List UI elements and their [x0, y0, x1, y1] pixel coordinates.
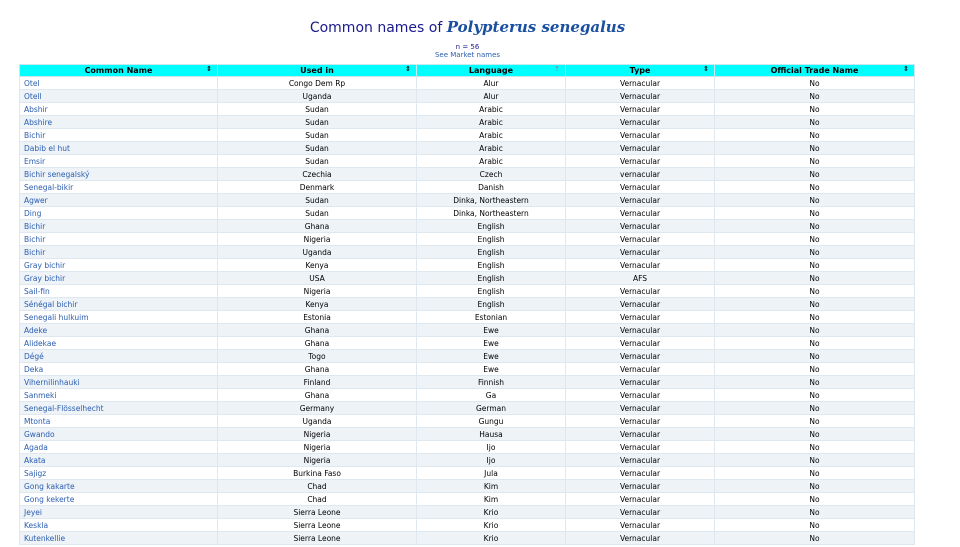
table-body — [20, 77, 915, 545]
table-cell: Danish — [417, 181, 566, 194]
table-cell: Ewe — [417, 363, 566, 376]
common-name-link[interactable]: Keskla — [20, 519, 218, 532]
table-cell: No — [715, 103, 915, 116]
table-cell: Chad — [218, 480, 417, 493]
meta-info — [0, 43, 935, 59]
table-cell: Vernacular — [566, 181, 715, 194]
table-cell: Vernacular — [566, 129, 715, 142]
table-row — [20, 129, 915, 142]
common-name-link[interactable]: Dégé — [20, 350, 218, 363]
table-cell: No — [715, 246, 915, 259]
table-cell: Ewe — [417, 350, 566, 363]
table-row — [20, 363, 915, 376]
table-cell: No — [715, 116, 915, 129]
table-cell: Dinka, Northeastern — [417, 207, 566, 220]
table-cell: Ghana — [218, 363, 417, 376]
table-cell: AFS — [566, 272, 715, 285]
table-cell: Burkina Faso — [218, 467, 417, 480]
table-row — [20, 428, 915, 441]
table-row — [20, 519, 915, 532]
table-row — [20, 311, 915, 324]
common-name-link[interactable]: Gwando — [20, 428, 218, 441]
table-cell: Ewe — [417, 324, 566, 337]
table-cell: Vernacular — [566, 324, 715, 337]
table-cell: No — [715, 415, 915, 428]
table-cell: Arabic — [417, 155, 566, 168]
table-cell: Vernacular — [566, 532, 715, 545]
table-cell: Sudan — [218, 116, 417, 129]
table-cell: Kenya — [218, 298, 417, 311]
table-cell: Togo — [218, 350, 417, 363]
table-cell: No — [715, 272, 915, 285]
table-cell: No — [715, 259, 915, 272]
table-cell: No — [715, 493, 915, 506]
table-row — [20, 480, 915, 493]
table-cell: Nigeria — [218, 454, 417, 467]
table-cell: Vernacular — [566, 207, 715, 220]
table-cell: Vernacular — [566, 259, 715, 272]
table-cell: No — [715, 90, 915, 103]
table-cell: Krio — [417, 506, 566, 519]
table-cell: Vernacular — [566, 402, 715, 415]
sort-icon: ⇕ — [206, 65, 212, 73]
table-cell: Vernacular — [566, 298, 715, 311]
table-row — [20, 155, 915, 168]
table-cell: Kim — [417, 493, 566, 506]
common-name-link[interactable]: Gray bichir — [20, 272, 218, 285]
table-cell: No — [715, 376, 915, 389]
table-cell: German — [417, 402, 566, 415]
table-cell: Vernacular — [566, 337, 715, 350]
table-cell: vernacular — [566, 168, 715, 181]
table-cell: Congo Dem Rp — [218, 77, 417, 90]
table-cell: No — [715, 519, 915, 532]
table-row — [20, 168, 915, 181]
table-cell: Nigeria — [218, 285, 417, 298]
page-title — [0, 18, 935, 36]
table-row — [20, 285, 915, 298]
table-row — [20, 376, 915, 389]
table-cell: Vernacular — [566, 441, 715, 454]
table-cell: No — [715, 142, 915, 155]
table-cell: Vernacular — [566, 428, 715, 441]
common-name-link[interactable]: Alidekae — [20, 337, 218, 350]
table-cell: Vernacular — [566, 389, 715, 402]
table-cell: Gungu — [417, 415, 566, 428]
table-row — [20, 298, 915, 311]
common-name-link[interactable]: Senegal-bikir — [20, 181, 218, 194]
table-cell: Estonian — [417, 311, 566, 324]
table-cell: Ghana — [218, 389, 417, 402]
table-cell: Ghana — [218, 220, 417, 233]
table-cell: Nigeria — [218, 441, 417, 454]
table-row — [20, 441, 915, 454]
table-cell: Sudan — [218, 142, 417, 155]
table-cell: Finland — [218, 376, 417, 389]
table-cell: No — [715, 155, 915, 168]
table-cell: Vernacular — [566, 155, 715, 168]
sort-icon: ⇕ — [903, 65, 909, 73]
table-cell: Ghana — [218, 337, 417, 350]
table-row — [20, 493, 915, 506]
table-cell: English — [417, 272, 566, 285]
table-cell: Jula — [417, 467, 566, 480]
common-name-link[interactable]: Bichir — [20, 129, 218, 142]
table-cell: Hausa — [417, 428, 566, 441]
table-row — [20, 220, 915, 233]
table-cell: Vernacular — [566, 103, 715, 116]
table-row — [20, 116, 915, 129]
table-cell: No — [715, 181, 915, 194]
table-cell: Krio — [417, 519, 566, 532]
table-cell: Vernacular — [566, 77, 715, 90]
table-cell: No — [715, 480, 915, 493]
table-cell: Arabic — [417, 116, 566, 129]
common-name-link[interactable]: Bichir — [20, 246, 218, 259]
common-name-link[interactable]: Gong kekerte — [20, 493, 218, 506]
table-cell: No — [715, 324, 915, 337]
column-header-type[interactable]: Type ⇕ — [566, 65, 715, 77]
table-cell: Czechia — [218, 168, 417, 181]
common-name-link[interactable]: Emsir — [20, 155, 218, 168]
table-row — [20, 272, 915, 285]
table-cell: Nigeria — [218, 233, 417, 246]
table-cell: Nigeria — [218, 428, 417, 441]
table-cell: Arabic — [417, 142, 566, 155]
table-cell: No — [715, 233, 915, 246]
table-header-row — [20, 65, 915, 77]
title-prefix: Common names of — [309, 20, 443, 36]
table-cell: Krio — [417, 532, 566, 545]
table-cell: No — [715, 207, 915, 220]
table-cell: English — [417, 259, 566, 272]
table-cell: Vernacular — [566, 363, 715, 376]
table-cell: No — [715, 129, 915, 142]
common-name-link[interactable]: Adeke — [20, 324, 218, 337]
table-row — [20, 246, 915, 259]
common-name-link[interactable]: Agwer — [20, 194, 218, 207]
table-cell: Vernacular — [566, 142, 715, 155]
table-cell: English — [417, 285, 566, 298]
table-cell: Sierra Leone — [218, 532, 417, 545]
common-name-link[interactable]: Sénégal bichir — [20, 298, 218, 311]
table-row — [20, 233, 915, 246]
table-row — [20, 181, 915, 194]
table-cell: Arabic — [417, 103, 566, 116]
table-cell: Finnish — [417, 376, 566, 389]
table-cell: Kim — [417, 480, 566, 493]
table-cell: No — [715, 402, 915, 415]
table-row — [20, 402, 915, 415]
table-cell: No — [715, 298, 915, 311]
common-name-link[interactable]: Otell — [20, 90, 218, 103]
table-row — [20, 194, 915, 207]
table-cell: No — [715, 311, 915, 324]
common-name-link[interactable]: Dabib el hut — [20, 142, 218, 155]
table-row — [20, 467, 915, 480]
table-cell: Vernacular — [566, 506, 715, 519]
table-cell: Alur — [417, 77, 566, 90]
table-cell: Czech — [417, 168, 566, 181]
common-name-link[interactable]: Akata — [20, 454, 218, 467]
table-cell: No — [715, 168, 915, 181]
table-row — [20, 142, 915, 155]
table-cell: No — [715, 194, 915, 207]
table-cell: No — [715, 77, 915, 90]
table-cell: No — [715, 337, 915, 350]
common-name-link[interactable]: Jeyei — [20, 506, 218, 519]
table-row — [20, 350, 915, 363]
table-row — [20, 259, 915, 272]
table-cell: No — [715, 350, 915, 363]
table-cell: Germany — [218, 402, 417, 415]
table-row — [20, 77, 915, 90]
table-cell: Vernacular — [566, 116, 715, 129]
common-name-link[interactable]: Bichir senegalský — [20, 168, 218, 181]
record-count: n = 56 — [455, 43, 480, 51]
table-cell: No — [715, 454, 915, 467]
sort-ascending-icon: ⇡ — [554, 65, 560, 73]
table-cell: Sudan — [218, 155, 417, 168]
table-cell: No — [715, 428, 915, 441]
common-name-link[interactable]: Vihernilinhauki — [20, 376, 218, 389]
table-cell: Ga — [417, 389, 566, 402]
table-cell: Vernacular — [566, 493, 715, 506]
common-name-link[interactable]: Bichir — [20, 220, 218, 233]
column-header-language[interactable]: Language ⇡ — [417, 65, 566, 77]
table-cell: Ewe — [417, 337, 566, 350]
table-cell: Uganda — [218, 415, 417, 428]
table-cell: English — [417, 220, 566, 233]
common-name-link[interactable]: Deka — [20, 363, 218, 376]
common-name-link[interactable]: Ding — [20, 207, 218, 220]
table-cell: Ghana — [218, 324, 417, 337]
table-row — [20, 90, 915, 103]
table-cell: Dinka, Northeastern — [417, 194, 566, 207]
table-row — [20, 389, 915, 402]
column-header-common-name[interactable]: Common Name ⇕ — [20, 65, 218, 77]
table-cell: Vernacular — [566, 194, 715, 207]
common-name-link[interactable]: Sail-fin — [20, 285, 218, 298]
table-cell: No — [715, 363, 915, 376]
common-name-link[interactable]: Bichir — [20, 233, 218, 246]
column-header-official-trade-name[interactable]: Official Trade Name ⇕ — [715, 65, 915, 77]
common-name-link[interactable]: Otel — [20, 77, 218, 90]
table-row — [20, 454, 915, 467]
common-name-link[interactable]: Senegal-Flösselhecht — [20, 402, 218, 415]
table-cell: Vernacular — [566, 220, 715, 233]
table-cell: English — [417, 246, 566, 259]
table-row — [20, 207, 915, 220]
table-cell: Sudan — [218, 194, 417, 207]
sort-icon: ⇕ — [703, 65, 709, 73]
table-cell: Arabic — [417, 129, 566, 142]
table-cell: Vernacular — [566, 454, 715, 467]
table-row — [20, 337, 915, 350]
table-cell: Vernacular — [566, 246, 715, 259]
table-cell: Vernacular — [566, 376, 715, 389]
table-cell: Vernacular — [566, 285, 715, 298]
table-cell: Vernacular — [566, 350, 715, 363]
table-cell: No — [715, 285, 915, 298]
table-cell: Vernacular — [566, 233, 715, 246]
table-cell: No — [715, 467, 915, 480]
table-row — [20, 506, 915, 519]
table-row — [20, 532, 915, 545]
table-cell: English — [417, 298, 566, 311]
common-name-link[interactable]: Mtonta — [20, 415, 218, 428]
table-cell: Kenya — [218, 259, 417, 272]
table-cell: English — [417, 233, 566, 246]
common-name-link[interactable]: Senegali hulkuim — [20, 311, 218, 324]
scientific-name: Polypterus senegalus — [446, 18, 626, 36]
common-name-link[interactable]: Kutenkellie — [20, 532, 218, 545]
table-cell: No — [715, 532, 915, 545]
common-name-link[interactable]: Gong kakarte — [20, 480, 218, 493]
table-row — [20, 415, 915, 428]
table-cell: Vernacular — [566, 90, 715, 103]
sort-icon: ⇕ — [405, 65, 411, 73]
common-name-link[interactable]: Gray bichir — [20, 259, 218, 272]
table-cell: Chad — [218, 493, 417, 506]
market-names-link[interactable]: See Market names — [434, 51, 501, 59]
table-cell: Sierra Leone — [218, 519, 417, 532]
table-cell: No — [715, 389, 915, 402]
table-cell: USA — [218, 272, 417, 285]
table-cell: Sudan — [218, 207, 417, 220]
table-cell: Estonia — [218, 311, 417, 324]
table-cell: Ijo — [417, 441, 566, 454]
table-cell: Sierra Leone — [218, 506, 417, 519]
table-cell: Vernacular — [566, 311, 715, 324]
table-cell: Vernacular — [566, 519, 715, 532]
table-cell: Vernacular — [566, 467, 715, 480]
table-cell: Sudan — [218, 103, 417, 116]
table-cell: Uganda — [218, 90, 417, 103]
common-name-link[interactable]: Abshir — [20, 103, 218, 116]
common-name-link[interactable]: Sanmeki — [20, 389, 218, 402]
table-cell: No — [715, 220, 915, 233]
table-cell: Alur — [417, 90, 566, 103]
table-cell: Vernacular — [566, 415, 715, 428]
table-cell: No — [715, 441, 915, 454]
table-cell: Uganda — [218, 246, 417, 259]
table-cell: Vernacular — [566, 480, 715, 493]
table-cell: Sudan — [218, 129, 417, 142]
table-row — [20, 103, 915, 116]
column-header-used-in[interactable]: Used in ⇕ — [218, 65, 417, 77]
table-cell: Ijo — [417, 454, 566, 467]
table-cell: No — [715, 506, 915, 519]
common-name-link[interactable]: Sajigz — [20, 467, 218, 480]
common-name-link[interactable]: Agada — [20, 441, 218, 454]
common-name-link[interactable]: Abshire — [20, 116, 218, 129]
table-cell: Denmark — [218, 181, 417, 194]
table-row — [20, 324, 915, 337]
common-names-table — [19, 64, 915, 545]
